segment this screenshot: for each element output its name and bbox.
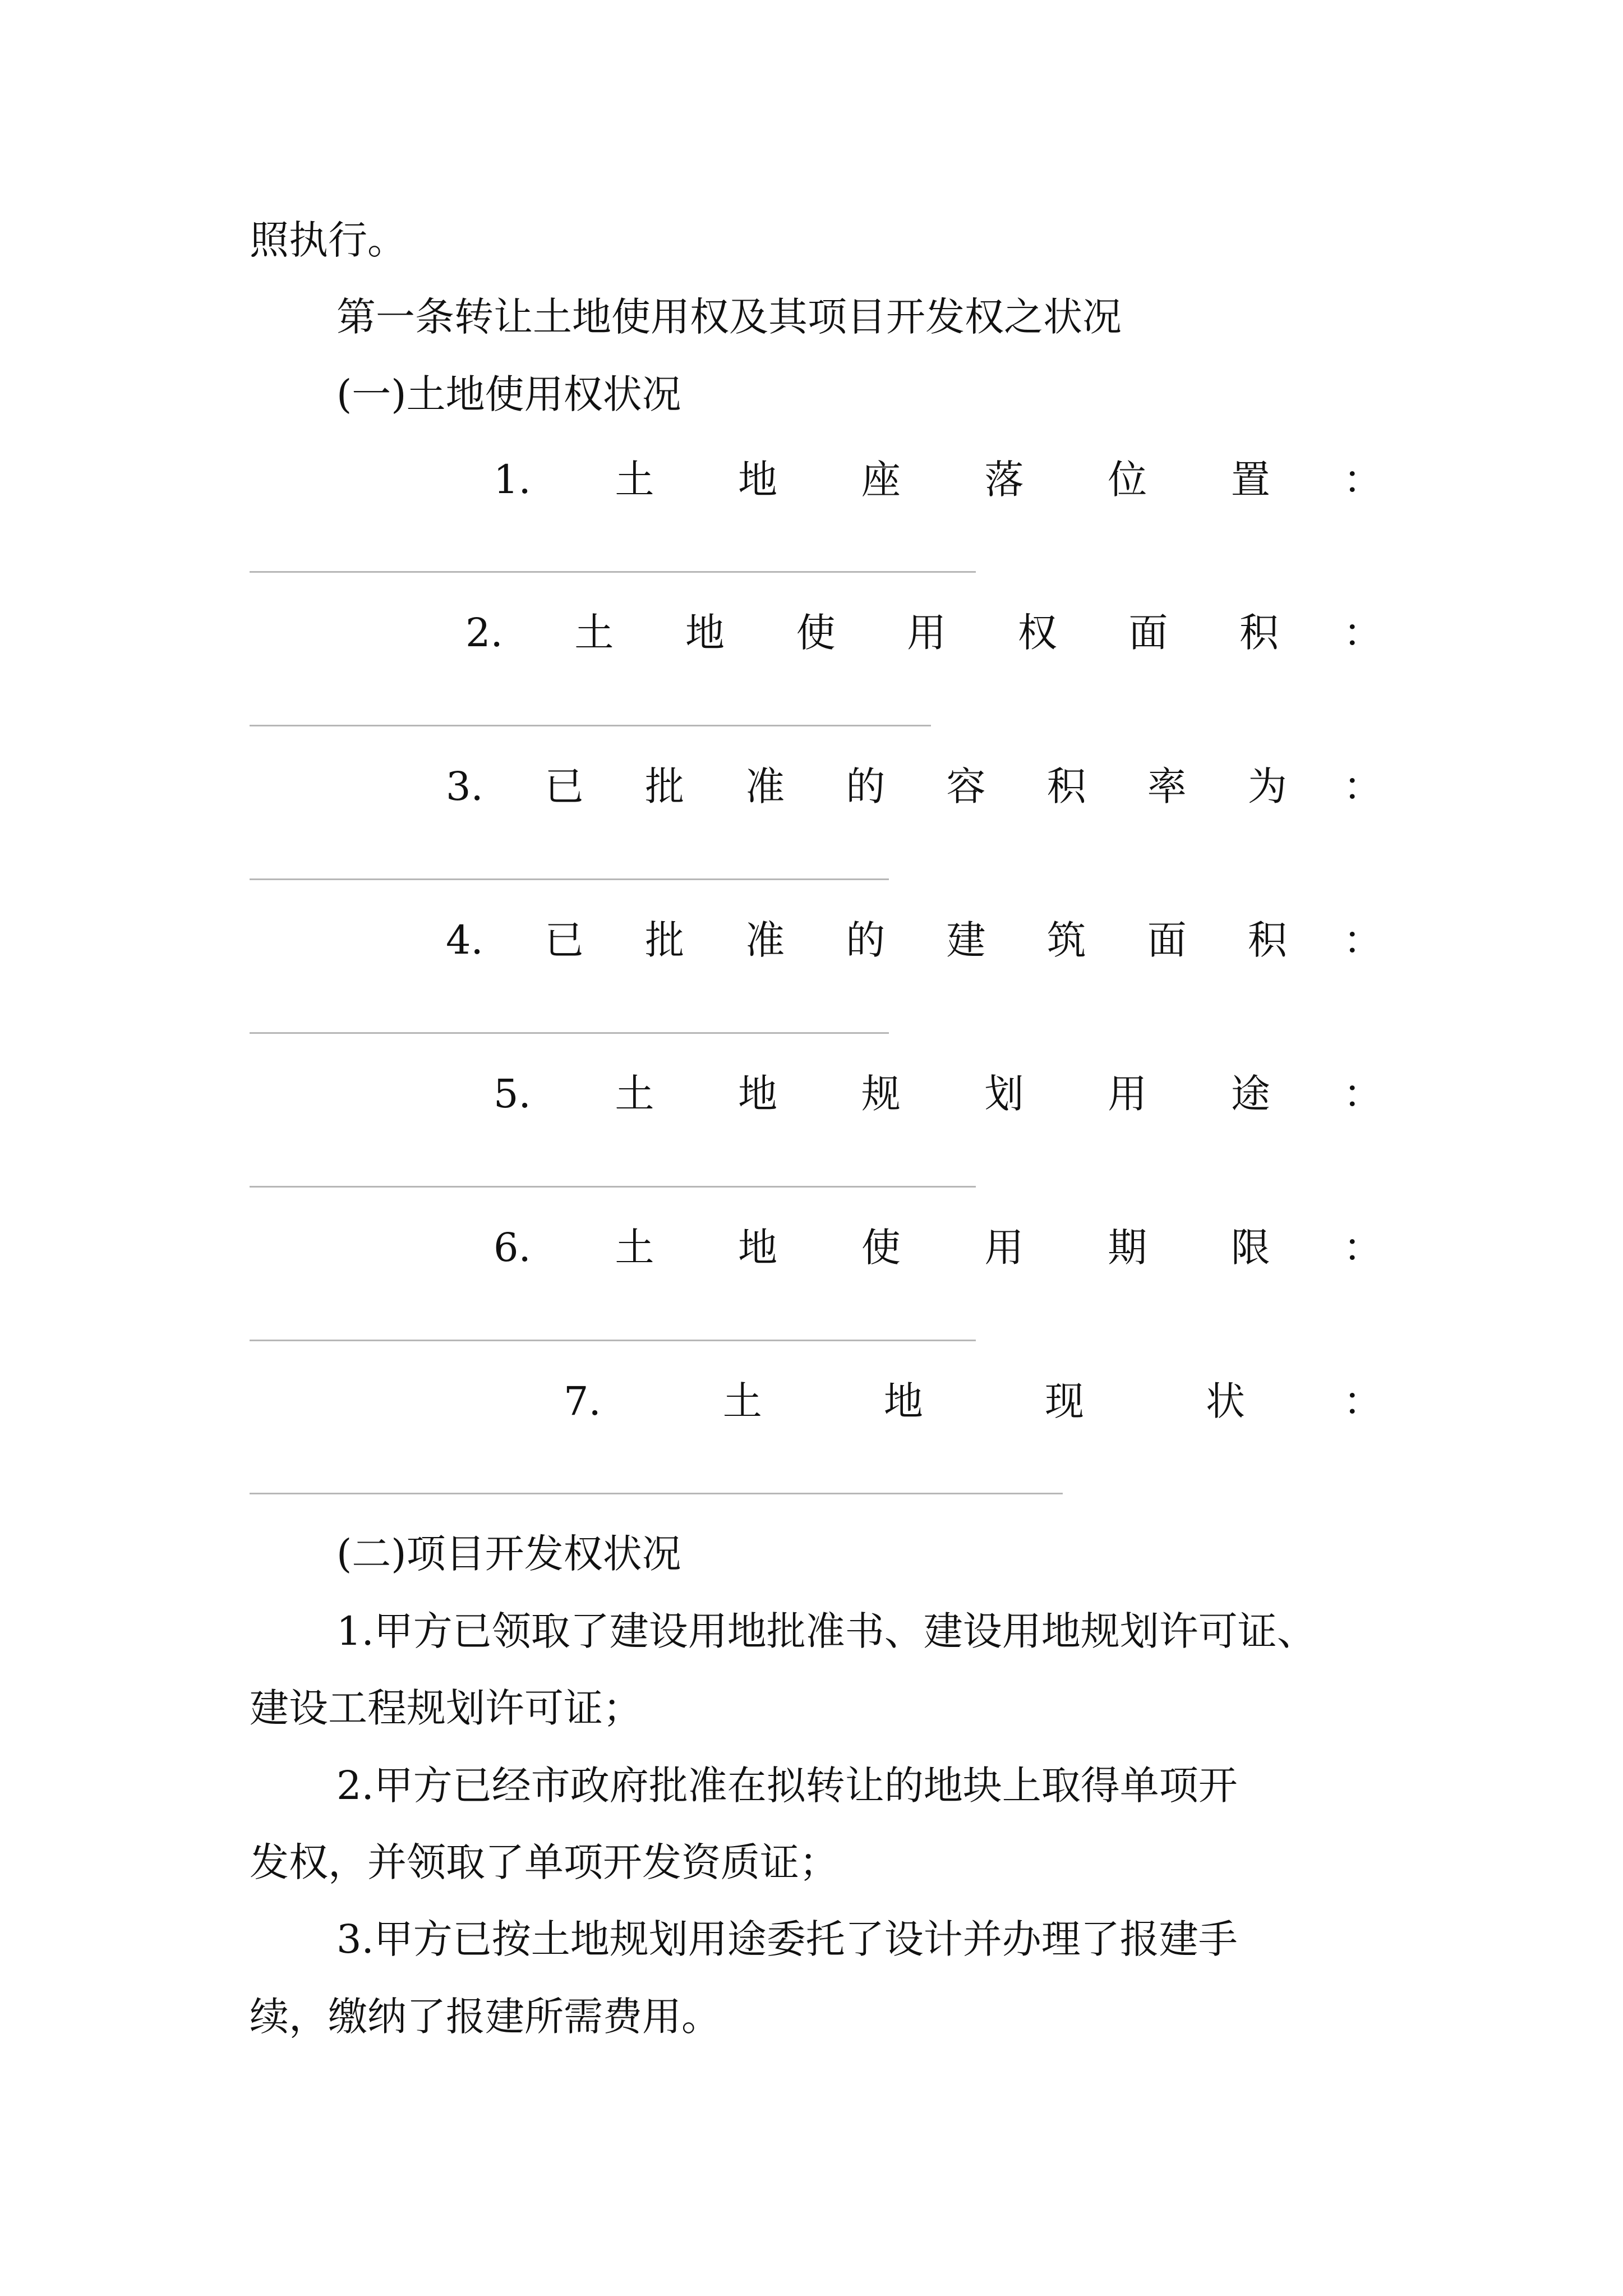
field-colon: ： xyxy=(1343,610,1382,656)
field-char: 地 xyxy=(883,1378,923,1424)
section-heading-project: (二)项目开发权状况 xyxy=(336,1531,681,1577)
field-approved-building-area xyxy=(446,917,1287,963)
continuation-line: 照执行。 xyxy=(250,217,407,263)
field-char: 已 xyxy=(544,763,584,809)
paragraph-line: 2.甲方已经市政府批准在拟转让的地块上取得单项开 xyxy=(336,1763,1238,1809)
field-land-planned-use xyxy=(494,1071,1270,1117)
field-char: 期 xyxy=(1108,1225,1147,1271)
field-char: 的 xyxy=(846,917,886,963)
field-char: 用 xyxy=(984,1225,1024,1271)
paragraph-line: 1.甲方已领取了建设用地批准书、建设用地规划许可证、 xyxy=(336,1608,1316,1654)
field-colon: ： xyxy=(1343,1378,1382,1424)
article-heading: 第一条转让土地使用权及其项目开发权之状况 xyxy=(336,294,1122,340)
field-char: 筑 xyxy=(1046,917,1086,963)
field-land-current-status xyxy=(564,1378,1245,1424)
field-char: 地 xyxy=(738,1225,778,1271)
field-land-use-term xyxy=(494,1225,1270,1271)
fill-in-blank-line xyxy=(250,1186,976,1188)
field-char: 土 xyxy=(615,1071,654,1117)
field-number: 2. xyxy=(465,610,503,656)
field-number: 7. xyxy=(564,1378,601,1424)
field-number: 1. xyxy=(494,457,531,503)
section-heading-land: (一)土地使用权状况 xyxy=(336,371,681,417)
paragraph-line: 3.甲方已按土地规划用途委托了设计并办理了报建手 xyxy=(336,1916,1238,1962)
field-char: 土 xyxy=(722,1378,762,1424)
field-char: 划 xyxy=(984,1071,1024,1117)
field-char: 位 xyxy=(1108,457,1147,503)
field-char: 面 xyxy=(1128,610,1168,656)
field-char: 用 xyxy=(907,610,947,656)
field-char: 用 xyxy=(1108,1071,1147,1117)
field-char: 途 xyxy=(1230,1071,1270,1117)
fill-in-blank-line xyxy=(250,571,976,573)
field-char: 使 xyxy=(796,610,836,656)
field-char: 积 xyxy=(1247,917,1287,963)
field-land-location xyxy=(494,457,1270,503)
field-char: 规 xyxy=(861,1071,901,1117)
field-char: 土 xyxy=(615,457,654,503)
field-char: 面 xyxy=(1147,917,1187,963)
field-char: 积 xyxy=(1239,610,1279,656)
field-char: 准 xyxy=(745,917,785,963)
field-char: 积 xyxy=(1046,763,1086,809)
field-char: 土 xyxy=(574,610,614,656)
field-number: 5. xyxy=(494,1071,531,1117)
field-char: 建 xyxy=(946,917,986,963)
field-approved-plot-ratio xyxy=(446,763,1287,809)
field-colon: ： xyxy=(1343,457,1382,503)
field-char: 地 xyxy=(738,457,778,503)
fill-in-blank-line xyxy=(250,725,931,726)
paragraph-line: 建设工程规划许可证； xyxy=(250,1685,642,1731)
field-colon: ： xyxy=(1343,1071,1382,1117)
field-number: 4. xyxy=(446,917,483,963)
field-char: 置 xyxy=(1230,457,1270,503)
field-char: 权 xyxy=(1017,610,1057,656)
fill-in-blank-line xyxy=(250,1493,1063,1494)
field-char: 土 xyxy=(615,1225,654,1271)
field-colon: ： xyxy=(1343,763,1382,809)
fill-in-blank-line xyxy=(250,1340,976,1341)
paragraph-line: 发权，并领取了单项开发资质证； xyxy=(250,1839,838,1885)
fill-in-blank-line xyxy=(250,1032,889,1034)
field-char: 座 xyxy=(861,457,901,503)
field-char: 为 xyxy=(1247,763,1287,809)
field-char: 限 xyxy=(1230,1225,1270,1271)
field-char: 状 xyxy=(1205,1378,1245,1424)
field-char: 地 xyxy=(685,610,725,656)
fill-in-blank-line xyxy=(250,878,889,880)
field-colon: ： xyxy=(1343,917,1382,963)
field-char: 地 xyxy=(738,1071,778,1117)
field-char: 批 xyxy=(645,917,685,963)
field-number: 6. xyxy=(494,1225,531,1271)
field-char: 率 xyxy=(1147,763,1187,809)
field-char: 使 xyxy=(861,1225,901,1271)
field-char: 容 xyxy=(946,763,986,809)
field-char: 现 xyxy=(1044,1378,1084,1424)
field-land-use-area xyxy=(465,610,1279,656)
field-char: 已 xyxy=(544,917,584,963)
field-number: 3. xyxy=(446,763,483,809)
field-char: 的 xyxy=(846,763,886,809)
field-char: 落 xyxy=(984,457,1024,503)
field-colon: ： xyxy=(1343,1225,1382,1271)
field-char: 批 xyxy=(645,763,685,809)
field-char: 准 xyxy=(745,763,785,809)
paragraph-line: 续，缴纳了报建所需费用。 xyxy=(250,1994,721,2040)
